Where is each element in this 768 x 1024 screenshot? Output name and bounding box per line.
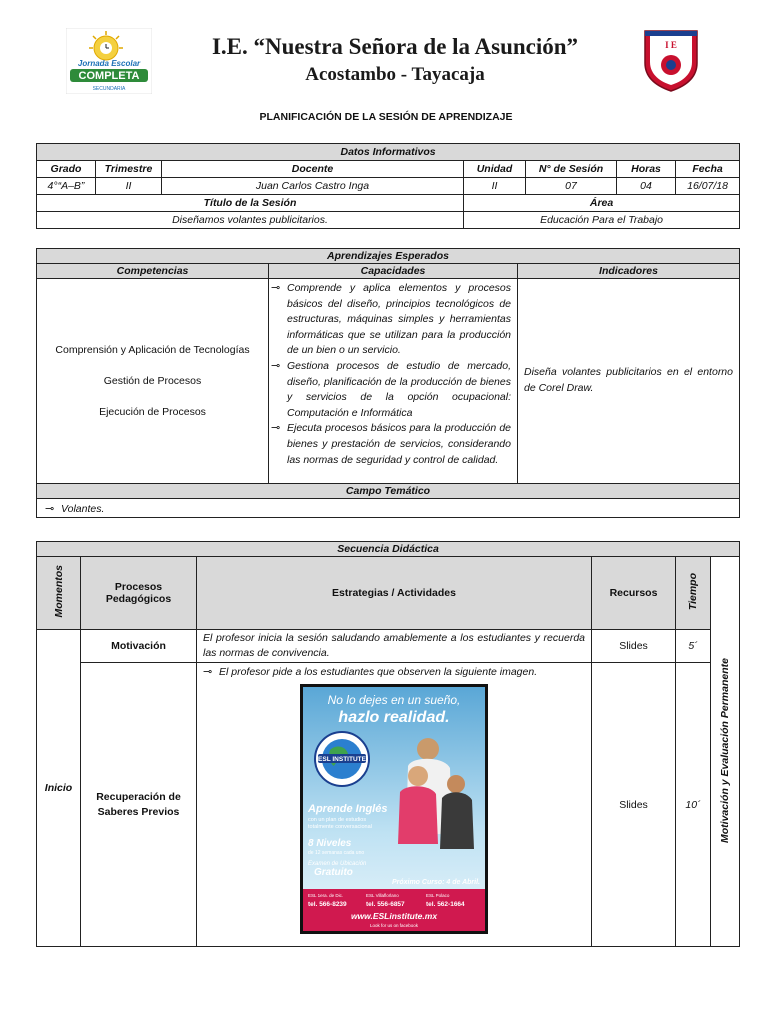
header-estrategias: Estrategias / Actividades [197,557,592,630]
recurso-motivacion: Slides [592,630,676,663]
recurso-saberes-previos: Slides [592,663,676,947]
header-fecha: Fecha [676,161,740,178]
poster-offer-line-2: con un plan de estudios [308,817,367,823]
datos-section-title: Datos Informativos [37,144,740,161]
school-location: Acostambo - Tayacaja [305,64,485,85]
poster-facebook: Look for us on facebook [369,923,419,928]
poster-next-course: Próximo Curso: 4 de Abril. [391,879,480,886]
datos-informativos-table [36,143,740,229]
poster-phone-1: tel. 566-8239 [308,901,347,908]
document-title: PLANIFICACIÓN DE LA SESIÓN DE APRENDIZAJE [259,111,513,123]
crest-letters: I E [665,40,677,50]
value-trimestre: II [96,178,162,195]
estrategia-saberes-previos [197,663,592,947]
logo-left-line-1: Jornada Escolar [77,59,141,68]
poster-offer-line-3: totalmente conversacional [308,824,372,830]
poster-levels: 8 Niveles [308,838,352,849]
header-momentos: Momentos [37,557,81,630]
value-fecha: 16/07/18 [676,178,740,195]
header-sesion: N° de Sesión [526,161,617,178]
motivacion-permanente-label: Motivación y Evaluación Permanente [711,557,740,947]
student-figure [398,786,438,844]
header [0,0,768,100]
competencia-item: Gestión de Procesos [103,374,202,387]
competencia-item: Ejecución de Procesos [99,405,206,418]
poster-phone-3-label: ESL Polaco [426,893,450,898]
competencias-cell [37,279,269,484]
tiempo-saberes-previos: 10´ [676,663,711,947]
value-docente: Juan Carlos Castro Inga [162,178,464,195]
estrategia-text: ⊸ El profesor pide a los estudiantes que observen la siguiente imagen. [203,666,538,678]
poster-brand: ESL INSTITUTE [318,756,366,763]
header-docente: Docente [162,161,464,178]
esl-institute-poster-image [300,684,488,934]
area-value: Educación Para el Trabajo [464,212,740,229]
header-procesos: Procesos Pedagógicos [81,557,197,630]
capacidad-item: ⊸ Gestiona procesos de estudio de mercado, diseño, planificación de la producción de bienes y servicios de la opción ocupacional: Computación e Informática [271,359,511,421]
secuencia-section-title: Secuencia Didáctica [37,542,740,557]
estrategia-motivacion: El profesor inicia la sesión saludando amablemente a los estudiantes y recuerda las normas de convivencia. [197,630,592,663]
header-grado: Grado [37,161,96,178]
poster-headline-2: hazlo realidad. [338,709,450,726]
campo-tematico-label: Campo Temático [37,484,740,499]
poster-exam-line-1: Examen de Ubicación [308,861,367,867]
logo-left-line-2: COMPLETA [78,70,140,82]
capacidad-item: ⊸ Ejecuta procesos básicos para la producción de bienes y prestación de servicios, considerando las normas de seguridad y control de calidad. [271,421,511,468]
header-unidad: Unidad [464,161,526,178]
logo-left-line-3: SECUNDARIA [92,86,126,92]
titulo-value: Diseñamos volantes publicitarios. [37,212,464,229]
student-figure [408,766,428,786]
header-capacidades: Capacidades [269,264,518,279]
header-trimestre: Trimestre [96,161,162,178]
capacidades-cell [269,279,518,484]
indicador-cell: Diseña volantes publicitarios en el entorno de Corel Draw. [518,279,740,484]
poster-phone-2-label: ESL Villaflorlano [366,893,399,898]
jornada-escolar-logo [66,28,152,94]
proceso-motivacion: Motivación [81,630,197,663]
secuencia-didactica-table [36,541,740,947]
proceso-saberes-previos: Recuperación de Saberes Previos [81,663,197,947]
campo-tematico-value: ⊸ Volantes. [37,499,740,518]
header-horas: Horas [617,161,676,178]
value-horas: 04 [617,178,676,195]
header-indicadores: Indicadores [518,264,740,279]
value-sesion: 07 [526,178,617,195]
competencia-item: Comprensión y Aplicación de Tecnologías [55,343,250,356]
school-crest-logo [641,27,701,93]
poster-offer-title: Aprende Inglés [308,803,388,815]
key-bullet-icon: ⊸ [271,422,281,435]
key-bullet-icon: ⊸ [271,359,281,372]
key-bullet-icon: ⊸ [203,666,213,678]
capacidad-item: ⊸ Comprende y aplica elementos y procesos básicos del diseño, principios tecnológicos de estructuras, máquinas simples y herramientas informáticas que se utilizan para la producción de un bien o un servicio. [271,281,511,359]
poster-website: www.ESLinstitute.mx [350,911,438,921]
momento-inicio: Inicio [37,630,81,947]
value-grado: 4°“A–B” [37,178,96,195]
value-unidad: II [464,178,526,195]
key-bullet-icon: ⊸ [271,282,281,294]
aprendizajes-section-title: Aprendizajes Esperados [37,249,740,264]
titulo-label: Título de la Sesión [37,195,464,212]
student-figure [447,775,465,793]
header-competencias: Competencias [37,264,269,279]
poster-exam-line-2: Gratuito [314,867,353,878]
poster-phone-1-label: ESL 1era. de Dic. [308,893,344,898]
poster-phone-2: tel. 556-6857 [366,901,405,908]
header-recursos: Recursos [592,557,676,630]
header-tiempo: Tiempo [676,557,711,630]
student-figure [417,738,439,760]
poster-levels-sub: de 12 semanas cada uno [308,850,365,856]
poster-phone-3: tel. 562-1664 [426,901,465,908]
key-bullet-icon: ⊸ [45,502,55,515]
poster-headline-1: No lo dejes en un sueño, [327,693,461,707]
student-figure [440,792,474,849]
aprendizajes-table [36,248,740,518]
school-name: I.E. “Nuestra Señora de la Asunción” [211,34,579,59]
tiempo-motivacion: 5´ [676,630,711,663]
area-label: Área [464,195,740,212]
